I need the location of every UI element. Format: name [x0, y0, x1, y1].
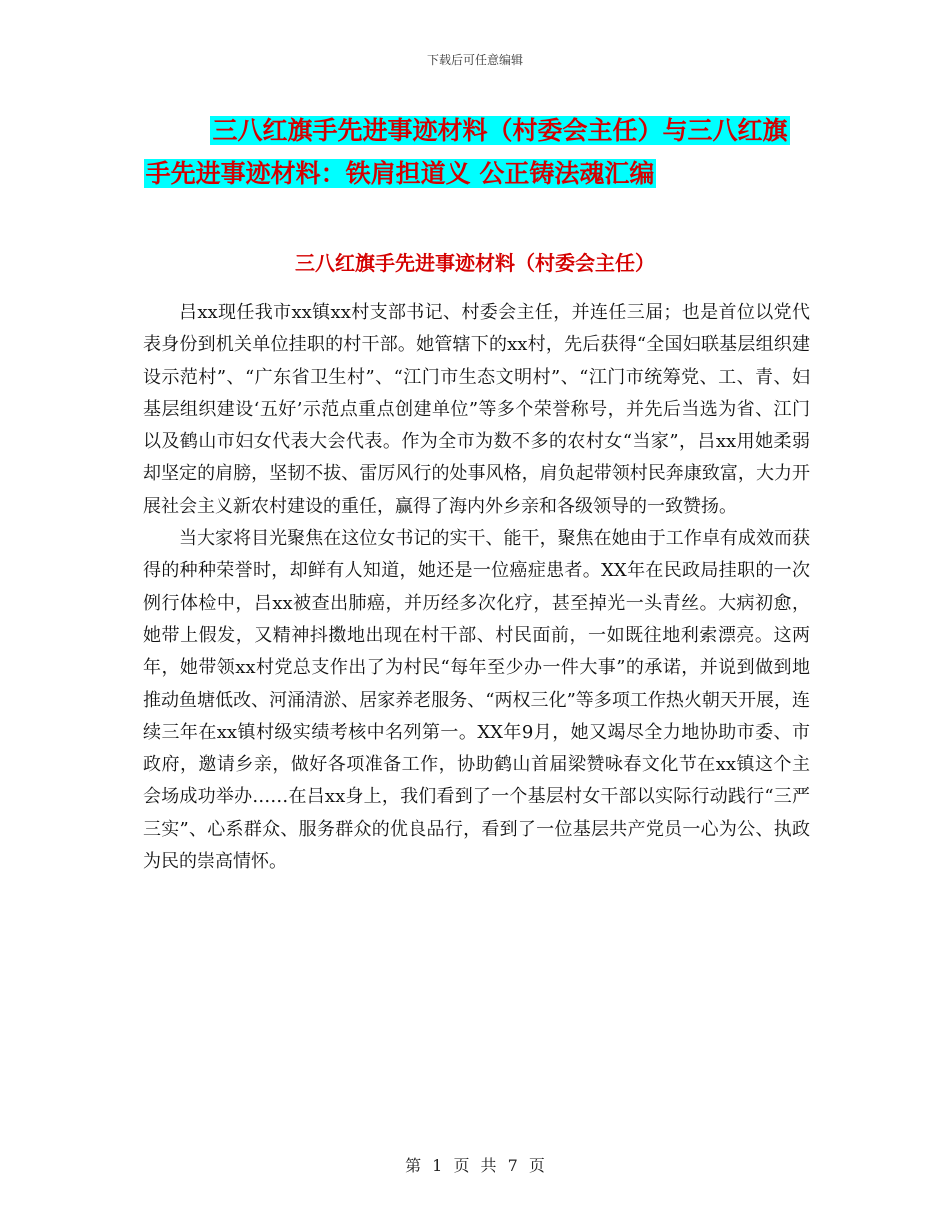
body-text: [143, 297, 810, 878]
paragraph-1: 吕xx现任我市xx镇xx村支部书记、村委会主任，并连任三届；也是首位以党代表身份到机关单位挂职的村干部。她管辖下的xx村，先后获得“全国妇联基层组织建设示范村”、“广东省卫生村”、“江门市生态文明村”、“江门市统筹党、工、青、妇基层组织建设‘五好’示范点重点创建单位”等多个荣誉称号，并先后当选为省、江门以及鹤山市妇女代表大会代表。作为全市为数不多的农村女“当家”，吕xx用她柔弱却坚定的肩膀，坚韧不拔、雷厉风行的处事风格，肩负起带领村民奔康致富，大力开展社会主义新农村建设的重任，赢得了海内外乡亲和各级领导的一致赞扬。: [143, 302, 810, 517]
paragraph-2: 当大家将目光聚焦在这位女书记的实干、能干，聚焦在她由于工作卓有成效而获得的种种荣誉时，却鲜有人知道，她还是一位癌症患者。XX年在民政局挂职的一次例行体检中，吕xx被查出肺癌，并历经多次化疗，甚至掉光一头青丝。大病初愈，她带上假发，又精神抖擞地出现在村干部、村民面前，一如既往地利索漂亮。这两年，她带领xx村党总支作出了为村民“每年至少办一件大事”的承诺，并说到做到地推动鱼塘低改、河涌清淤、居家养老服务、“两权三化”等多项工作热火朝天开展，连续三年在xx镇村级实绩考核中名列第一。XX年9月，她又竭尽全力地协助市委、市政府，邀请乡亲，做好各项准备工作，协助鹤山首届梁赞咏春文化节在xx镇这个主会场成功举办……在吕xx身上，我们看到了一个基层村女干部以实际行动践行“三严三实”、心系群众、服务群众的优良品行，看到了一位基层共产党员一心为公、执政为民的崇高情怀。: [143, 528, 810, 873]
document-title: [0, 109, 950, 195]
section-title: 三八红旗手先进事迹材料（村委会主任）: [295, 251, 655, 275]
document-title-line-2: [0, 152, 800, 195]
title-highlight-2: 手先进事迹材料：铁肩担道义 公正铸法魂汇编: [145, 159, 655, 188]
document-title-line-1: [0, 109, 950, 152]
page-header-note: 下载后可任意编辑: [426, 53, 523, 67]
page-number: 第 1 页 共 7 页: [405, 1156, 545, 1175]
title-highlight-1: 三八红旗手先进事迹材料（村委会主任）与三八红旗: [212, 116, 788, 145]
